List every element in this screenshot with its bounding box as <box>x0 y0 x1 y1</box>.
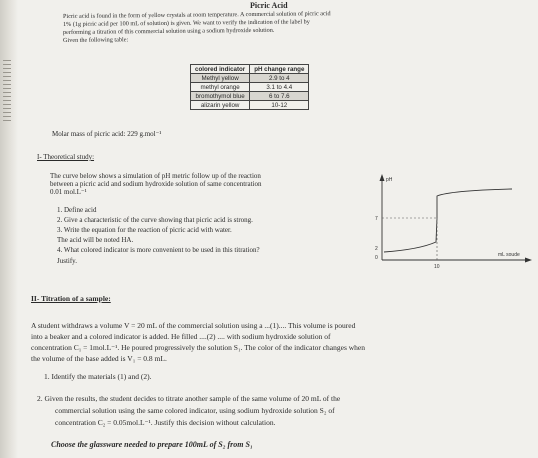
section-heading: II- Titration of a sample: <box>31 294 111 303</box>
x-axis-label: mL soude <box>498 252 520 258</box>
section1-para: The curve below shows a simulation of pH metric follow up of the reaction <box>50 172 261 180</box>
question-item: 1. Define acid <box>57 206 97 214</box>
intro-line: Picric acid is found in the form of yellow crystals at room temperature. A commercial solution of picric acid <box>62 10 331 20</box>
origin-label: 0 <box>375 255 378 261</box>
x-tick-label: 10 <box>434 264 440 270</box>
question-item: The acid will be noted HA. <box>57 236 134 244</box>
section-heading: I- Theoretical study: <box>37 153 95 161</box>
question-item: 2. Give a characteristic of the curve showing that picric acid is strong. <box>57 216 253 224</box>
question-item: 3. Write the equation for the reaction of picric acid with water. <box>57 226 232 234</box>
molar-mass: Molar mass of picric acid: 229 g.mol⁻¹ <box>52 130 162 138</box>
question-item: Choose the glassware needed to prepare 100mL of S₂ from S₁ <box>51 440 253 449</box>
page-title: Picric Acid <box>250 1 288 10</box>
indicator-table <box>190 64 309 110</box>
table-cell: Methyl yellow <box>191 74 250 83</box>
y-tick-label: 2 <box>375 246 378 252</box>
y-tick-label: 7 <box>375 216 378 222</box>
section2-para: the volume of the base added is V₁ = 0.8 mL. <box>31 354 167 363</box>
titration-curve-graph <box>372 172 532 272</box>
table-header: pH change range <box>250 65 309 74</box>
section2-para: A student withdraws a volume V = 20 mL of the commercial solution using a ...(1).... This volume is poured <box>31 321 356 330</box>
table-cell: 2.9 to 4 <box>250 74 309 83</box>
table-header-row <box>191 65 309 74</box>
book-binding-edge <box>0 0 18 458</box>
table-cell: 6 to 7.6 <box>250 92 309 101</box>
table-cell: 3.1 to 4.4 <box>250 83 309 92</box>
y-axis-arrow-icon <box>380 174 385 181</box>
titration-curve <box>384 189 512 252</box>
intro-line: Given the following table: <box>62 36 129 44</box>
table-header: colored indicator <box>191 65 250 74</box>
table-cell: 10-12 <box>250 101 309 110</box>
table-cell: methyl orange <box>191 83 250 92</box>
question-item: concentration C₂ = 0.05mol.L⁻¹. Justify this decision without calculation. <box>55 418 276 427</box>
question-item: Justify. <box>57 257 77 265</box>
table-row <box>191 74 309 83</box>
table-row <box>191 92 309 101</box>
table-row <box>191 101 309 110</box>
question-item: 4. What colored indicator is more convenient to be used in this titration? <box>57 246 260 254</box>
x-axis-arrow-icon <box>525 258 532 263</box>
section2-para: concentration C₁ = 1mol.L⁻¹. He poured progressively the solution S₁. The color of the indicator changes when <box>31 343 365 352</box>
question-item: commercial solution using the same colored indicator, using sodium hydroxide solution S₂ of <box>55 406 335 415</box>
question-item: 2. Given the results, the student decides to titrate another sample of the same volume of 20 mL of the <box>37 394 341 403</box>
table-row <box>191 83 309 92</box>
intro-line: 1% (1g picric acid per 100 mL of solution) is given. We want to verify the indication of the label by <box>62 18 310 28</box>
table-cell: alizarin yellow <box>191 101 250 110</box>
section2-para: into a beaker and a colored indicator is added. He filled ....(2) .... with sodium hydroxide solution of <box>31 332 331 341</box>
intro-line: performing a titration of this commercial solution using a sodium hydroxide solution. <box>62 26 275 36</box>
section1-para: 0.01 mol.L⁻¹ <box>50 188 87 196</box>
section1-para: between a picric acid and sodium hydroxide solution of same concentration <box>50 180 262 188</box>
y-axis-label: pH <box>386 177 393 183</box>
question-item: 1. Identify the materials (1) and (2). <box>44 372 152 381</box>
table-cell: bromothymol blue <box>191 92 250 101</box>
